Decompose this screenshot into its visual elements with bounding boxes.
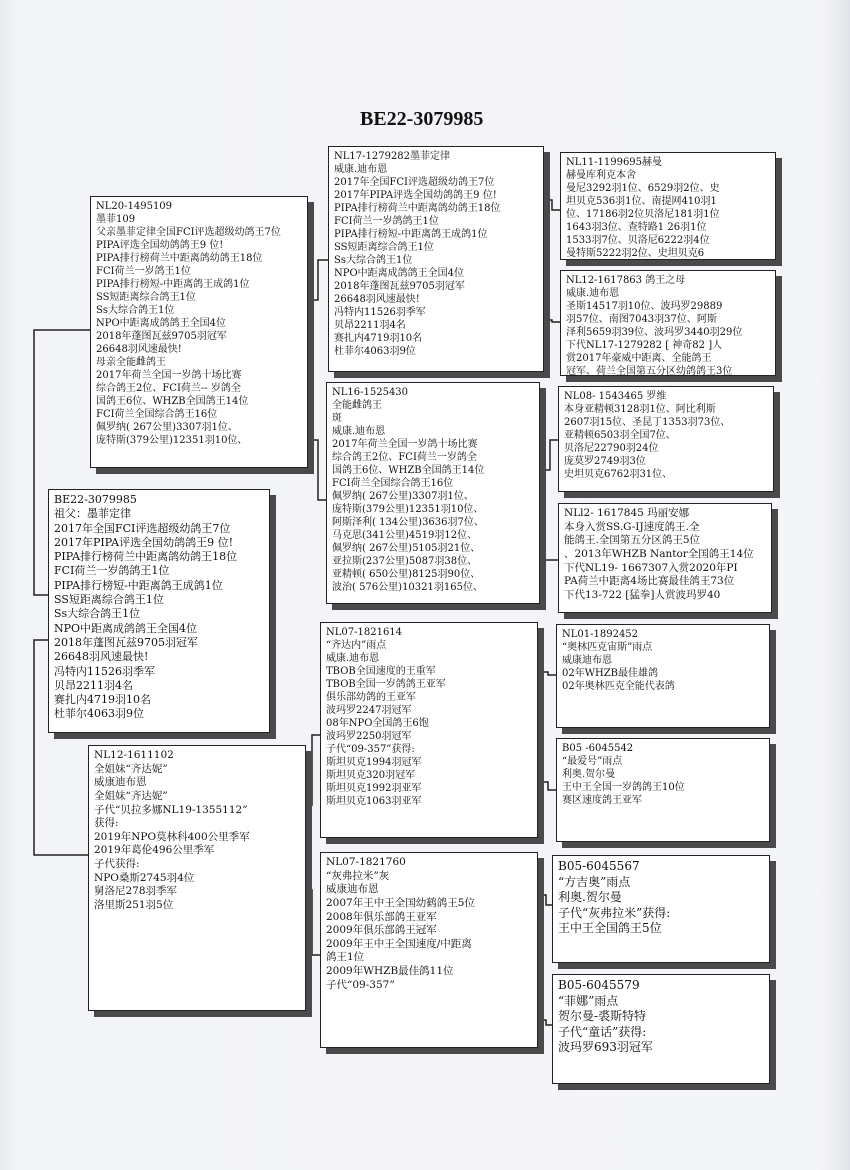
pedigree-text-line: 子代“灰弗拉米”获得: [558,905,671,920]
pedigree-text-line: 斯坦贝克1994羽冠军 [326,757,422,768]
pedigree-text-line: NL12-1611102 [94,749,174,761]
pedigree-text-line: PIPA排行榜短-中距离鸽王成鸽1位 [54,578,223,592]
pedigree-text-line: 2018年蓬图瓦兹9705羽冠军 [54,635,198,649]
pedigree-text-line: 冯特内11526羽季军 [334,307,426,318]
pedigree-text-line: 亚精顿6503羽全国7位、 [564,430,676,441]
pedigree-text-line: 杜菲尔4063羽9位 [54,707,144,721]
pedigree-text-line: PIPA排行榜荷兰中距离鸽幼鸽王18位 [96,253,263,264]
pedigree-text-line: “齐达内”雨点 [326,640,387,651]
link-dam-dd [306,890,320,955]
pedigree-text-line: 波治( 576公里)10321羽165位、 [332,582,483,593]
pedigree-text-line: 2008年俱乐部鸽王亚军 [326,910,437,923]
pedigree-text-line: 杜菲尔4063羽9位 [334,346,416,357]
pedigree-text-line: 庞特斯(379公里)12351羽10位、 [332,504,484,515]
pedigree-text-line: 史坦贝克6762羽31位、 [564,469,673,480]
pedigree-text-line: NL17-1279282墨菲定律 [334,151,451,162]
subject-box [48,489,270,733]
link-dam-ds [306,735,320,805]
pedigree-text-line: 威康.迪布恩 [332,426,386,437]
pedigree-text-line: 1643羽3位、查特路1 26羽1位 [566,222,707,233]
pedigree-text-line: 冠军、荷兰全国第五分区幼鸽鸽王3位 [566,366,733,376]
pedigree-text-line: 、2013年WHZB Nantor全国鸽王14位 [564,547,754,560]
pedigree-text-line: SS短距离综合鸽王1位 [96,292,196,303]
pedigree-text-line: 波玛罗2247羽冠军 [326,705,412,716]
pedigree-text-line: 阿斯泽利( 134公里)3636羽7位、 [332,517,484,528]
pedigree-text-line: Ss大综合鸽王1位 [96,305,175,316]
pedigree-text-line: NL01-1892452 [562,629,639,640]
pedigree-text-line: 综合鸽王2位、FCI荷兰-- 岁鸽全 [96,383,241,394]
pedigree-text-line: 子代“童话”获得: [558,1024,647,1039]
sire-sire-box [328,146,544,372]
pedigree-text-line: NL07-1821614 [326,627,403,638]
pedigree-text-line: FCI荷兰一岁鸽王1位 [96,266,191,277]
pedigree-text-line: 全姐妹“齐达妮” [94,789,168,802]
pedigree-text-line: B05-6045567 [558,859,640,873]
pedigree-text-line: 下代NL19- 1667307入赏2020年PI [564,561,738,574]
pedigree-text-line: 马克思(341公里)4519羽12位、 [332,530,478,541]
link-ss-sss [544,200,560,210]
link-ss-ssd [544,320,560,322]
pedigree-text-line: 赫曼库利克本舍 [566,170,636,181]
pedigree-text-line: 1533羽7位、贝洛尼6222羽4位 [566,235,710,246]
sire-dam-sire-box [558,386,774,492]
pedigree-text-line: 2018年蓬图瓦兹9705羽冠军 [96,331,227,342]
pedigree-text-line: “奥林匹克宙斯”雨点 [562,642,653,653]
pedigree-text-line: 鸽王1位 [326,951,365,964]
pedigree-text-line: NL07-1821760 [326,856,406,868]
pedigree-text-line: Ss大综合鸽王1位 [334,255,413,266]
pedigree-text-line: 贝昂2211羽4名 [54,678,133,692]
pedigree-text-line: 2607羽15位、圣昆丁1353羽73位、 [564,417,731,428]
pedigree-text-line: 波玛罗693羽冠军 [558,1040,653,1055]
pedigree-text-line: NPO中距离成鸽鸽王全国4位 [54,621,198,635]
pedigree-text-line: SS短距离综合鸽王1位 [54,593,164,607]
dam-sire-dam-box [556,738,770,842]
pedigree-text-line: 羽57位、南图7043羽37位、阿斯 [566,314,717,325]
pedigree-text-line: 波玛罗2250羽冠军 [326,731,412,742]
pedigree-text-line: 泽利5659羽39位、波玛罗3440羽29位 [566,327,743,338]
pedigree-text-line: 王中王全国一岁鸽鸽王10位 [562,782,685,793]
pedigree-text-line: “灰弗拉米”灰 [326,869,390,882]
pedigree-text-line: 能鸽王.全国第五分区鸽王5位 [564,534,701,547]
pedigree-text-line: 02年奥林匹克全能代表鸽 [562,681,675,692]
link-dd-dds [538,895,552,905]
pedigree-text-line: 斯坦贝克1063羽亚军 [326,796,422,807]
pedigree-text-line: 2017年全国FCI评选超级幼鸽王7位 [54,521,231,535]
dam-sire-sire-box [556,624,770,728]
pedigree-text-line: PIPA排行榜荷兰中距离鸽幼鸽王18位 [54,550,238,564]
pedigree-text-line: 子代“贝拉多娜NL19-1355112” [94,803,248,816]
sire-sire-sire-box [560,152,776,260]
pedigree-text-line: 圣斯14517羽10位、波玛罗29889 [566,301,723,312]
link-ds-dsd [538,782,556,790]
link-sire-sd [308,440,326,500]
pedigree-text-line: NPO桑斯2745羽4位 [94,871,195,884]
pedigree-text-line: NL11-1199695赫曼 [566,157,663,168]
pedigree-text-line: 2017年PIPA评选全国幼鸽鸽王9 位! [334,190,497,201]
pedigree-text-line: 赛扎内4719羽10名 [54,693,151,707]
pedigree-text-line: 下代NL17-1279282 [ 神奇82 ]人 [566,340,723,351]
pedigree-text-line: 本身入赏SS.G-IJ速度鸽王.全 [564,520,700,533]
pedigree-text-line: 2009年王中王全国速度/中距离 [326,937,472,950]
sire-box [90,196,308,468]
pedigree-title: BE22-3079985 [360,108,484,130]
pedigree-text-line: 26648羽风速最快! [96,344,182,355]
pedigree-text-line: NPO中距离成鸽鸽王全国4位 [96,318,227,329]
pedigree-text-line: 威康迪布恩 [94,776,147,789]
pedigree-text-line: 亚拉斯(237公里)5087羽38位、 [332,556,478,567]
pedigree-text-line: 祖父：墨菲定律 [54,507,131,521]
pedigree-text-line: 亚精顿( 650公里)8125羽90位、 [332,569,481,580]
pedigree-text-line: PIPA评选全国幼鸽鸽王9 位! [96,240,224,251]
pedigree-text-line: NL16-1525430 [332,387,409,398]
pedigree-text-line: 斯坦贝克1992羽亚军 [326,783,422,794]
sire-dam-box [326,382,540,604]
pedigree-text-line: PA荷兰中距离4场比赛最佳鸽王73位 [564,575,735,588]
pedigree-text-line: 子代“09-357” [326,978,395,991]
pedigree-text-line: 2017年PIPA评选全国幼鸽鸽王9 位! [54,535,233,549]
sire-sire-dam-box [560,270,776,376]
pedigree-text-line: 坦贝克536羽1位、南提网410羽1 [566,196,717,207]
pedigree-text-line: NLl2- 1617845 玛丽安娜 [564,507,690,519]
dam-dam-sire-box [552,855,770,963]
pedigree-text-line: FCI荷兰一岁鸽鸽王1位 [54,564,170,578]
link-ds-dss [538,672,556,675]
pedigree-text-line: 2017年荷兰全国一岁鸽十场比赛 [332,439,478,450]
pedigree-text-line: 佩罗纳( 267公里)3307羽1位、 [96,422,238,433]
pedigree-text-line: 佩罗纳( 267公里)5105羽21位、 [332,543,481,554]
pedigree-text-line: 02年WHZB最佳雄鸽 [562,668,659,679]
pedigree-text-line: 26648羽风速最快! [54,650,149,664]
pedigree-text-line: 2017年全国FCI评选超级幼鸽王7位 [334,177,495,188]
pedigree-text-line: 26648羽风速最快! [334,294,420,305]
pedigree-text-line: 墨菲109 [96,214,136,225]
pedigree-text-line: 国鸽王6位、WHZB全国鸽王14位 [332,465,485,476]
pedigree-text-line: 2007年王中王全国幼鹤鸽王5位 [326,896,475,909]
pedigree-text-line: 威康迪布恩 [562,655,612,666]
dam-dam-dam-box [552,974,770,1084]
pedigree-text-line: 佩罗纳( 267公里)3307羽1位、 [332,491,474,502]
pedigree-text-line: 庞特斯(379公里)12351羽10位、 [96,435,248,446]
pedigree-text-line: 子代“09-357”获得: [326,744,415,755]
pedigree-text-line: 2019年葛伦496公里季军 [94,844,215,857]
pedigree-text-line: “方吉奥”雨点 [558,874,631,889]
pedigree-text-line: 2009年WHZB最佳鸽11位 [326,965,454,978]
pedigree-text-line: 全姐妹“齐达妮” [94,762,168,775]
pedigree-text-line: 威康.迪布恩 [326,653,380,664]
pedigree-text-line: 本身亚精顿3128羽1位、阿比利斯 [564,404,716,415]
pedigree-text-line: NL08- 1543465 罗维 [564,391,667,402]
pedigree-text-line: SS短距离综合鸽王1位 [334,242,434,253]
pedigree-text-line: 利奥.贺尔曼 [562,769,616,780]
pedigree-text-line: TBOB全国一岁鸽鸽王亚军 [326,679,446,690]
sire-dam-dam-box [558,503,772,613]
pedigree-text-line: 俱乐部幼鸽的王亚军 [326,692,416,703]
pedigree-text-line: 母亲全能雌鸽王 [96,357,166,368]
pedigree-text-line: B05 -6045542 [562,743,634,754]
pedigree-text-line: “菲娜”雨点 [558,993,619,1008]
pedigree-text-line: NPO中距离成鸽鸽王全国4位 [334,268,465,279]
pedigree-text-line: 2019年NPO莫林科400公里季军 [94,830,250,843]
pedigree-text-line: NL20-1495109 [96,201,173,212]
pedigree-text-line: 赛扎内4719羽10名 [334,333,423,344]
pedigree-text-line: 赏2017年豪威中距离、全能鸽王 [566,353,712,364]
pedigree-text-line: 威康迪布恩 [326,883,379,896]
pedigree-text-line: PIPA排行榜短-中距离鸽王成鸽1位 [96,279,250,290]
pedigree-text-line: BE22-3079985 [54,493,137,506]
pedigree-text-line: 舅洛尼278羽季军 [94,885,178,898]
pedigree-text-line: 2018年蓬图瓦兹9705羽冠军 [334,281,465,292]
pedigree-text-line: PIPA排行榜荷兰中距离鸽幼鸽王18位 [334,203,501,214]
pedigree-text-line: 全能雌鸽王 [332,400,382,411]
pedigree-text-line: 王中王全国鸽王5位 [558,921,662,936]
pedigree-text-line: 综合鸽王2位、FCI荷兰一岁鸽全 [332,452,477,463]
pedigree-text-line: 08年NPO全国鸽王6饱 [326,718,429,729]
pedigree-text-line: 赛区速度鸽王亚军 [562,795,642,806]
pedigree-text-line: 曼尼3292羽1位、6529羽2位、史 [566,183,720,194]
pedigree-text-line: 冯特内11526羽季军 [54,664,155,678]
pedigree-text-line: 利奥.贺尔曼 [558,890,622,905]
pedigree-text-line: 庞莫罗2749羽3位 [564,456,646,467]
dam-sire-box [320,622,538,838]
pedigree-text-line: FCI荷兰一岁鸽鸽王1位 [334,216,439,227]
pedigree-text-line: Ss大综合鸽王1位 [54,607,141,621]
pedigree-text-line: 曼特斯5222羽2位、史坦贝克6 [566,248,705,259]
pedigree-text-line: 贺尔曼-裘斯特特 [558,1009,647,1024]
pedigree-text-line: PIPA排行榜短-中距离鸽王成鸽1位 [334,229,488,240]
link-sd-sds [540,440,558,470]
pedigree-text-line: 威康.迪布恩 [334,164,388,175]
pedigree-text-line: 国鸽王6位、WHZB全国鸽王14位 [96,396,249,407]
pedigree-text-line: 贝昂2211羽4名 [334,320,406,331]
pedigree-text-line: 位、17186羽2位贝洛尼181羽1位 [566,209,720,220]
pedigree-text-line: NL12-1617863 鸽王之母 [566,275,686,286]
link-sire-ss [308,260,328,300]
dam-box [88,745,306,1011]
pedigree-text-line: 威康.迪布恩 [566,288,620,299]
pedigree-text-line: 父亲墨菲定律全国FCI评选超级幼鸽王7位 [96,227,281,238]
pedigree-text-line: 洛里斯251羽5位 [94,899,174,912]
pedigree-text-line: TBOB全国速度的王重军 [326,666,436,677]
pedigree-text-line: 2009年俱乐部鸽王冠军 [326,924,437,937]
pedigree-text-line: 子代获得: [94,858,140,871]
pedigree-text-line: “最爱号”雨点 [562,756,623,767]
link-dd-ddd [538,1020,552,1025]
pedigree-text-line: 贝洛尼22790羽24位 [564,443,659,454]
pedigree-text-line: 下代13-722 [猛拳]人赏波玛罗40 [564,588,721,601]
pedigree-text-line: 斑 [332,413,342,424]
pedigree-text-line: B05-6045579 [558,978,640,992]
pedigree-text-line: FCI荷兰全国综合鸽王16位 [332,478,454,489]
dam-dam-box [320,852,538,1048]
pedigree-text-line: 斯坦贝克320羽冠军 [326,770,416,781]
pedigree-text-line: FCI荷兰全国综合鸽王16位 [96,409,218,420]
pedigree-text-line: 获得: [94,817,119,830]
pedigree-text-line: 2017年荷兰全国一岁鸽十场比赛 [96,370,242,381]
